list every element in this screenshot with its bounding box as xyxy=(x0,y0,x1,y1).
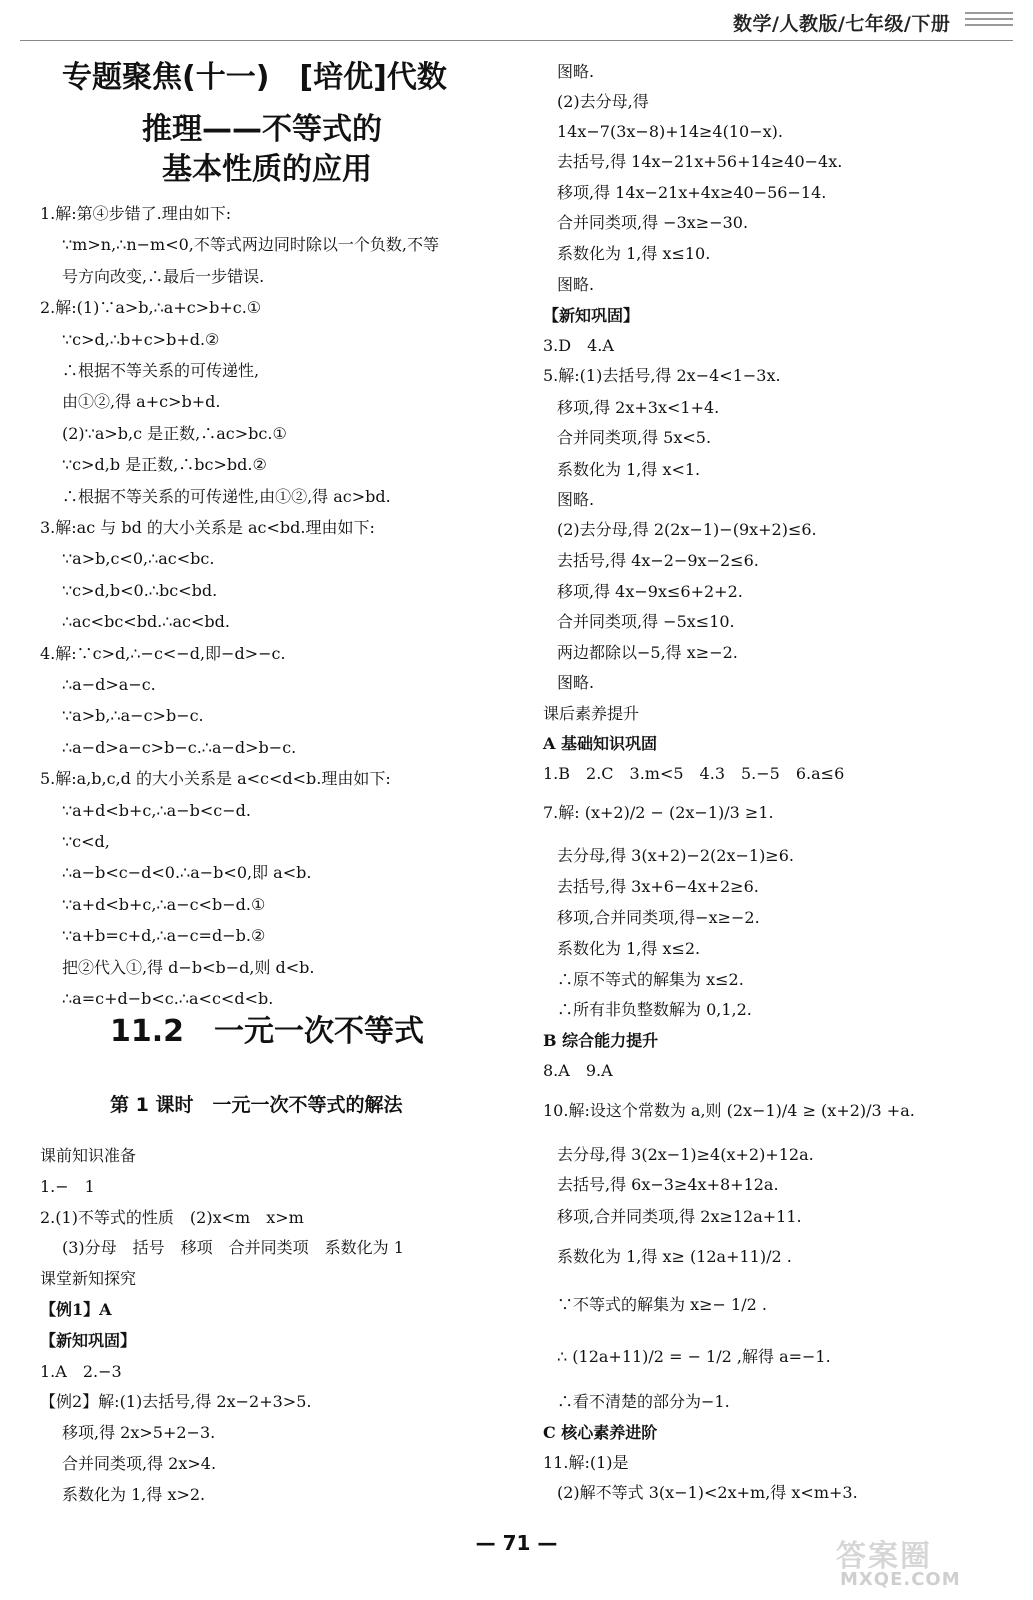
answer-line: 5.解:a,b,c,d 的大小关系是 a<c<d<b.理由如下: xyxy=(40,769,391,789)
answer-line: 去括号,得 6x−3≥4x+8+12a. xyxy=(557,1175,779,1194)
answer-line: 移项,得 2x+3x<1+4. xyxy=(557,398,720,417)
answer-line: ∵a>b,c<0,∴ac<bc. xyxy=(62,549,215,569)
answer-line: ∴a=c+d−b<c.∴a<c<d<b. xyxy=(62,989,274,1008)
answer-line: ∴a−d>a−c. xyxy=(62,675,156,694)
answer-line: 移项,得 4x−9x≤6+2+2. xyxy=(557,582,743,601)
header-decoration xyxy=(965,12,1013,30)
answer-line: (2)去分母,得 xyxy=(557,92,649,111)
answer-line: 移项,得 2x>5+2−3. xyxy=(62,1423,216,1443)
answer-line: ∵a+b=c+d,∴a−c=d−b.② xyxy=(62,926,266,946)
answer-line: 系数化为 1,得 x≤2. xyxy=(557,939,701,958)
watermark-bottom: MXQE.COM xyxy=(840,1569,961,1590)
answer-line: ∵c>d,b<0.∴bc<bd. xyxy=(62,580,218,600)
subsection-label: 课前知识准备 xyxy=(40,1146,137,1165)
answer-line: 两边都除以−5,得 x≥−2. xyxy=(557,643,738,662)
answer-line: 图略. xyxy=(557,673,595,692)
header-rule xyxy=(20,40,1013,41)
answer-line: A 基础知识巩固 xyxy=(543,734,657,753)
answer-line: 合并同类项,得 −3x≥−30. xyxy=(557,213,749,232)
lesson-title: 第 1 课时 一元一次不等式的解法 xyxy=(110,1094,403,1116)
page-number: — 71 — xyxy=(475,1531,558,1555)
answer-line: 14x−7(3x−8)+14≥4(10−x). xyxy=(557,122,783,141)
answer-line: ∴a−b<c−d<0.∴a−b<0,即 a<b. xyxy=(62,863,312,883)
topic-title-line: 基本性质的应用 xyxy=(162,152,372,187)
answer-line: 8.A 9.A xyxy=(543,1061,613,1080)
answer-line: 移项,合并同类项,得 2x≥12a+11. xyxy=(557,1207,802,1226)
answer-line: C 核心素养进阶 xyxy=(543,1423,658,1442)
answer-line: 2.(1)不等式的性质 (2)x<m x>m xyxy=(40,1207,304,1227)
answer-line: 图略. xyxy=(557,62,595,81)
answer-line: ∴ac<bc<bd.∴ac<bd. xyxy=(62,612,230,632)
header-title: 数学/人教版/七年级/下册 xyxy=(733,13,951,35)
answer-line: 图略. xyxy=(557,490,595,509)
answer-line: ∴ (12a+11)/2 = − 1/2 ,解得 a=−1. xyxy=(557,1347,831,1366)
answer-line: 系数化为 1,得 x<1. xyxy=(557,460,701,479)
answer-line: 合并同类项,得 −5x≤10. xyxy=(557,612,735,631)
answer-line: 去括号,得 4x−2−9x−2≤6. xyxy=(557,551,759,570)
answer-line: 合并同类项,得 2x>4. xyxy=(62,1454,217,1473)
answer-line: 去括号,得 14x−21x+56+14≥40−4x. xyxy=(557,152,843,171)
answer-line: 去分母,得 3(x+2)−2(2x−1)≥6. xyxy=(557,846,794,865)
answer-line: (2)去分母,得 2(2x−1)−(9x+2)≤6. xyxy=(557,520,817,539)
answer-line: 【新知巩固】 xyxy=(40,1330,137,1350)
answer-line: ∴看不清楚的部分为−1. xyxy=(557,1392,730,1411)
page-header xyxy=(0,0,1033,44)
subsection-label: 课堂新知探究 xyxy=(40,1269,137,1289)
topic-title-line: 推理——不等式的 xyxy=(142,112,382,147)
answer-line: 系数化为 1,得 x≤10. xyxy=(557,244,711,263)
answer-line: 11.解:(1)是 xyxy=(543,1453,629,1472)
watermark-top: 答案圈 xyxy=(836,1539,932,1574)
answer-line: ∵c<d, xyxy=(62,832,110,851)
answer-line: (3)分母 括号 移项 合并同类项 系数化为 1 xyxy=(62,1238,404,1258)
answer-line: ∵a>b,∴a−c>b−c. xyxy=(62,706,204,726)
answer-line: ∵a+d<b+c,∴a−c<b−d.① xyxy=(62,894,266,914)
answer-line: 移项,合并同类项,得−x≥−2. xyxy=(557,908,760,927)
answer-line: ∵c>d,b 是正数,∴bc>bd.② xyxy=(62,455,267,475)
answer-line: 系数化为 1,得 x≥ (12a+11)/2 . xyxy=(557,1247,792,1266)
answer-line: B 综合能力提升 xyxy=(543,1031,659,1050)
answer-line: ∴根据不等关系的可传递性,由①②,得 ac>bd. xyxy=(62,486,391,506)
answer-line: 移项,得 14x−21x+4x≥40−56−14. xyxy=(557,183,827,202)
answer-line: 10.解:设这个常数为 a,则 (2x−1)/4 ≥ (x+2)/3 +a. xyxy=(543,1101,915,1120)
answer-line: 由①②,得 a+c>b+d. xyxy=(62,392,221,412)
answer-line: 1.A 2.−3 xyxy=(40,1361,122,1381)
answer-line: 2.解:(1)∵a>b,∴a+c>b+c.① xyxy=(40,298,262,318)
answer-line: 系数化为 1,得 x>2. xyxy=(62,1484,206,1504)
answer-line: 号方向改变,∴最后一步错误. xyxy=(62,266,265,286)
answer-line: ∴原不等式的解集为 x≤2. xyxy=(557,970,744,989)
answer-line: 去括号,得 3x+6−4x+2≥6. xyxy=(557,877,759,896)
answer-line: 1.B 2.C 3.m<5 4.3 5.−5 6.a≤6 xyxy=(543,764,845,783)
answer-line: (2)解不等式 3(x−1)<2x+m,得 x<m+3. xyxy=(557,1483,858,1502)
answer-line: (2)∵a>b,c 是正数,∴ac>bc.① xyxy=(62,423,287,443)
answer-line: 5.解:(1)去括号,得 2x−4<1−3x. xyxy=(543,366,781,385)
answer-line: 图略. xyxy=(557,275,595,294)
answer-line: ∴根据不等关系的可传递性, xyxy=(62,361,260,380)
answer-line: ∵不等式的解集为 x≥− 1/2 . xyxy=(557,1295,767,1314)
subsection-label: 课后素养提升 xyxy=(543,704,640,723)
section-title: 11.2 一元一次不等式 xyxy=(110,1014,425,1049)
answer-line: ∵m>n,∴n−m<0,不等式两边同时除以一个负数,不等 xyxy=(62,235,439,255)
answer-line: ∵c>d,∴b+c>b+d.② xyxy=(62,329,220,349)
answer-line: 【例1】A xyxy=(40,1300,112,1319)
watermark-logo xyxy=(830,1535,1010,1595)
answer-line: ∴所有非负整数解为 0,1,2. xyxy=(557,1000,752,1019)
answer-line: 3.解:ac 与 bd 的大小关系是 ac<bd.理由如下: xyxy=(40,518,375,537)
answer-line: ∴a−d>a−c>b−c.∴a−d>b−c. xyxy=(62,737,297,757)
answer-line: 1.解:第④步错了.理由如下: xyxy=(40,204,232,223)
answer-line: 3.D 4.A xyxy=(543,336,614,355)
answer-line: 合并同类项,得 5x<5. xyxy=(557,428,712,447)
answer-line: 【例2】解:(1)去括号,得 2x−2+3>5. xyxy=(40,1392,312,1412)
topic-title-line: 专题聚焦(十一) [培优]代数 xyxy=(62,60,447,95)
answer-line: ∵a+d<b+c,∴a−b<c−d. xyxy=(62,800,251,820)
answer-line: 1.− 1 xyxy=(40,1176,95,1196)
answer-line: 4.解:∵c>d,∴−c<−d,即−d>−c. xyxy=(40,643,286,663)
answer-line: 把②代入①,得 d−b<b−d,则 d<b. xyxy=(62,957,315,977)
answer-line: 7.解: (x+2)/2 − (2x−1)/3 ≥1. xyxy=(543,803,774,822)
answer-line: 【新知巩固】 xyxy=(543,306,640,325)
answer-line: 去分母,得 3(2x−1)≥4(x+2)+12a. xyxy=(557,1145,814,1164)
